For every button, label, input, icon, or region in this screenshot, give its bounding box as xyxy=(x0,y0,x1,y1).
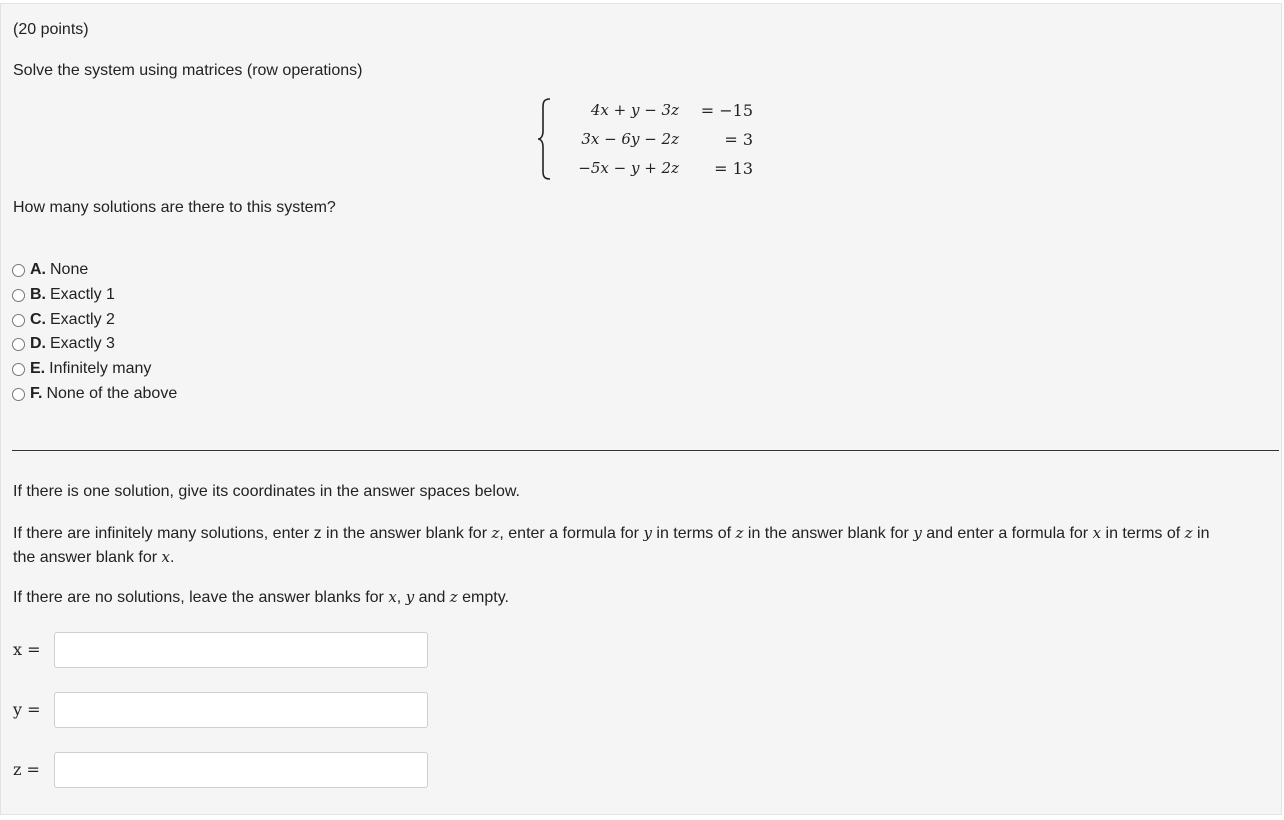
option-label: Infinitely many xyxy=(49,360,152,377)
variable-x: x xyxy=(161,548,170,566)
equation-lhs: 4x + y − 3z xyxy=(590,101,679,119)
instruction-one-solution: If there is one solution, give its coordinates in the answer spaces below. xyxy=(13,483,520,500)
option-f[interactable] xyxy=(12,383,177,405)
equation-row-3 xyxy=(557,155,767,183)
instruction-text: in the answer blank for xyxy=(747,525,909,542)
points-label: (20 points) xyxy=(13,21,89,38)
answer-label-y: y = xyxy=(13,700,41,719)
option-letter: C. xyxy=(30,311,46,328)
instruction-text: in terms of xyxy=(656,525,732,542)
instruction-infinite-line1 xyxy=(13,523,1209,544)
variable-y: y xyxy=(405,588,415,606)
option-label: Exactly 3 xyxy=(50,335,115,352)
answer-input-x[interactable] xyxy=(54,632,428,668)
instruction-infinite-line2 xyxy=(13,547,174,568)
radio-button[interactable] xyxy=(12,289,25,302)
radio-button[interactable] xyxy=(12,338,25,351)
instruction-text: If there are no solutions, leave the answer blanks for xyxy=(13,589,384,606)
option-letter: A. xyxy=(30,261,46,278)
punctuation: , xyxy=(396,589,402,606)
option-d[interactable] xyxy=(12,333,115,355)
option-a[interactable] xyxy=(12,259,88,281)
equation-lhs: −5x − y + 2z xyxy=(578,159,679,177)
instruction-text: , enter a formula for xyxy=(499,525,639,542)
radio-button[interactable] xyxy=(12,363,25,376)
equation-rhs: = 3 xyxy=(724,130,753,149)
instruction-no-solution xyxy=(13,587,509,608)
variable-z: z xyxy=(735,524,744,542)
option-letter: E. xyxy=(30,360,46,377)
equation-lhs: 3x − 6y − 2z xyxy=(581,130,679,148)
radio-button[interactable] xyxy=(12,388,25,401)
answer-label-z: z = xyxy=(13,760,40,779)
equation-system xyxy=(537,97,767,183)
punctuation: . xyxy=(170,549,175,566)
option-letter: B. xyxy=(30,286,46,303)
option-letter: D. xyxy=(30,335,46,352)
question-prompt: How many solutions are there to this system? xyxy=(13,199,336,216)
equation-rhs: = −15 xyxy=(700,101,753,120)
instruction-text: the answer blank for xyxy=(13,549,158,566)
option-label: None of the above xyxy=(46,385,178,402)
question-panel xyxy=(0,3,1282,815)
section-divider xyxy=(12,450,1279,451)
equation-row-1 xyxy=(557,97,767,125)
variable-z: z xyxy=(1184,524,1193,542)
question-instruction: Solve the system using matrices (row operations) xyxy=(13,62,363,79)
left-brace-icon xyxy=(537,97,553,181)
option-b[interactable] xyxy=(12,284,115,306)
variable-y: y xyxy=(643,524,652,542)
equation-row-2 xyxy=(557,126,767,154)
radio-button[interactable] xyxy=(12,314,25,327)
variable-x: x xyxy=(388,588,397,606)
variable-y: y xyxy=(913,524,922,542)
option-letter: F. xyxy=(30,385,43,402)
variable-x: x xyxy=(1092,524,1102,542)
instruction-text: empty. xyxy=(462,589,509,606)
answer-input-z[interactable] xyxy=(54,752,428,788)
variable-z: z xyxy=(449,588,458,606)
option-c[interactable] xyxy=(12,309,115,331)
equation-rhs: = 13 xyxy=(714,159,753,178)
radio-button[interactable] xyxy=(12,264,25,277)
instruction-text: in xyxy=(1197,525,1210,542)
answer-label-x: x = xyxy=(13,640,41,659)
instruction-text: and enter a formula for xyxy=(926,525,1089,542)
instruction-text: and xyxy=(418,589,446,606)
answer-input-y[interactable] xyxy=(54,692,428,728)
option-label: None xyxy=(50,261,89,278)
option-label: Exactly 1 xyxy=(50,286,115,303)
instruction-text: in terms of xyxy=(1105,525,1181,542)
variable-z: z xyxy=(491,524,500,542)
instruction-text: If there are infinitely many solutions, enter z in the answer blank for xyxy=(13,525,488,542)
option-label: Exactly 2 xyxy=(50,311,115,328)
option-e[interactable] xyxy=(12,358,151,380)
